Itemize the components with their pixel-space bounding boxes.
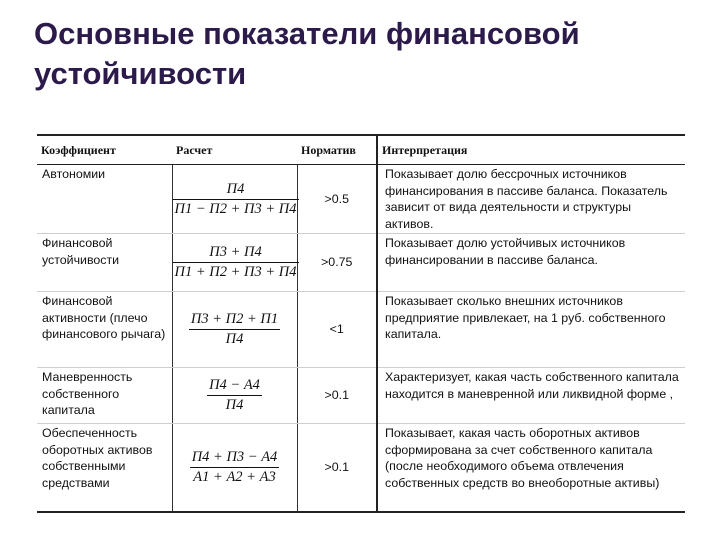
formula [173,181,299,218]
formula-denominator: А1 + А2 + А3 [193,468,276,485]
page-title: Основные показатели финансовой устойчивости [34,16,580,91]
formula-numerator: П4 − А4 [209,377,260,393]
formula-numerator: П3 + П2 + П1 [190,311,279,327]
interpretation-text: Показывает сколько внешних источников предприятие привлекает, на 1 руб. собственного капитала. [377,292,685,368]
formula-numerator: П4 [226,180,245,197]
coefficient-name: Автономии [37,165,172,234]
formula [189,311,280,348]
fraction-bar [207,395,262,396]
table-header-row [37,135,685,165]
header-norm: Норматив [297,135,377,165]
table-row [37,234,685,292]
table-row [37,292,685,368]
coefficient-name: Обеспеченность оборотных активов собственными средствами [37,424,172,512]
norm-value: >0.75 [297,234,377,292]
header-calculation: Расчет [172,135,297,165]
formula-cell [172,234,297,292]
coefficient-name: Финансовой активности (плечо финансового рычага) [37,292,172,368]
formula [173,244,299,281]
fraction-bar [190,467,280,468]
table-row [37,165,685,234]
indicators-table [37,134,685,513]
formula-numerator: П3 + П4 [209,244,262,260]
formula-denominator: П1 − П2 + П3 + П4 [174,200,297,217]
coefficient-name: Финансовой устойчивости [37,234,172,292]
formula-cell [172,368,297,424]
formula-cell [172,165,297,234]
formula-cell [172,424,297,512]
interpretation-text: Показывает долю бессрочных источников финансирования в пассиве баланса. Показатель зависит от вида деятельности и структуры активов. [377,165,685,234]
formula-denominator: П4 [225,397,244,413]
norm-value: >0.1 [297,424,377,512]
interpretation-text: Показывает, какая часть оборотных активов сформирована за счет собственного капитала (после необходимого объема отвлечения собственных средств во внеоборотные активы) [377,424,685,512]
fraction-bar [189,329,280,330]
coefficient-name: Маневренность собственного капитала [37,368,172,424]
formula [207,377,262,414]
norm-value: <1 [297,292,377,368]
norm-value: >0.1 [297,368,377,424]
fraction-bar [173,262,299,263]
header-interpretation: Интерпретация [377,135,685,165]
formula-denominator: П1 + П2 + П3 + П4 [174,264,297,280]
formula [190,449,280,486]
table-row [37,424,685,512]
norm-value: >0.5 [297,165,377,234]
fraction-bar [173,199,299,200]
formula-cell [172,292,297,368]
interpretation-text: Характеризует, какая часть собственного капитала находится в маневренной или ликвидной форме , [377,368,685,424]
formula-numerator: П4 + П3 − А4 [191,448,278,465]
formula-denominator: П4 [225,331,244,347]
table-row [37,368,685,424]
interpretation-text: Показывает долю устойчивых источников финансировании в пассиве баланса. [377,234,685,292]
header-coefficient: Коэффициент [37,135,172,165]
